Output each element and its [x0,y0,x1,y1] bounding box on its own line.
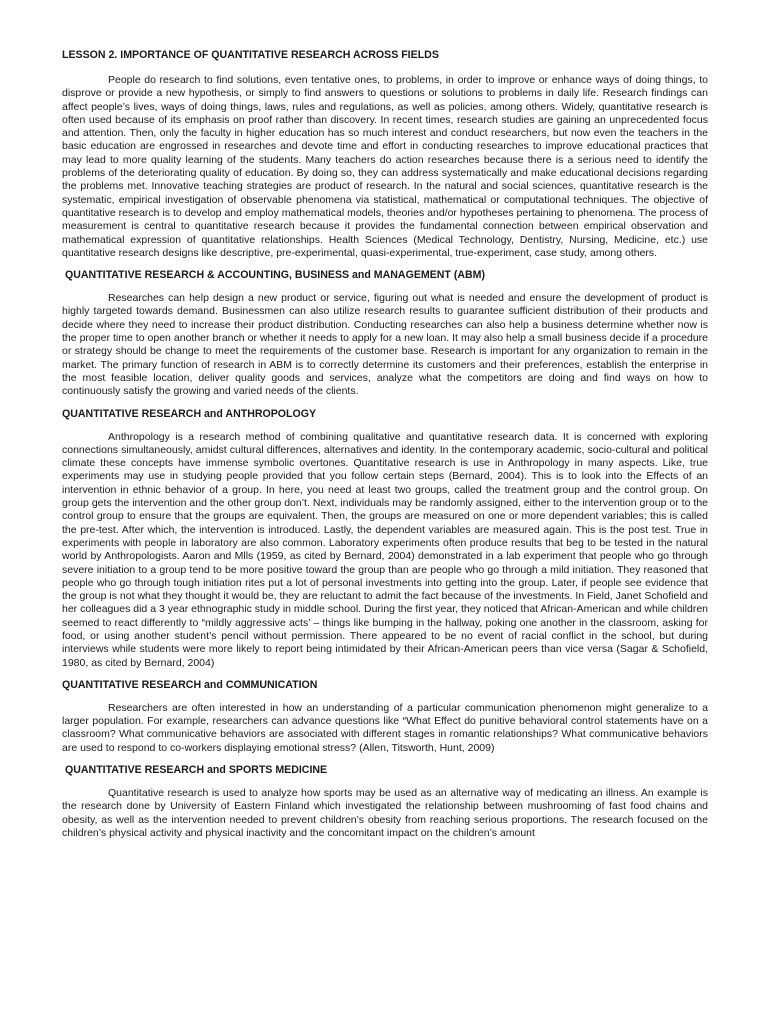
section-body-communication: Researchers are often interested in how an understanding of a particular communication phenomenon might generalize to a larger population. For example, researchers can advance questions like “What Effect do punitive behavioral control statements have on a classroom? What communicative behaviors are associated with different stages in romantic relationships? What communicative behaviors are used to respond to co-workers displaying emotional stress? (Allen, Titsworth, Hunt, 2009) [62,701,708,754]
section-body-sports-medicine: Quantitative research is used to analyze how sports may be used as an alternative way of medicating an illness. An example is the research done by University of Eastern Finland which investigated the relationship between mushrooming of fast food chains and obesity, as well as the intervention needed to prevent children’s obesity from reaching serious proportions. The research focused on the children’s physical activity and physical inactivity and the concomitant impact on the children’s amount [62,787,708,839]
intro-paragraph: People do research to find solutions, even tentative ones, to problems, in order to improve or enhance ways of doing things, to disprove or provide a new hypothesis, or simply to find answers to questions or solutions to problems in daily life. Research findings can affect people’s lives, ways of doing things, laws, rules and regulations, as well as policies, among others. Widely, quantitative research is often used because of its emphasis on proof rather than discovery. In recent times, research studies are gaining an unprecedented focus and attention. Then, only the faculty in higher education has so much interest and conduct researchers, but now even the teachers in the basic education are engrossed in researches and devote time and effort in conducting researches to improve educational practices that may lead to more quality learning of the students. Many teachers do action researches because there is a serious need to identify the problems of the deteriorating quality of education. By doing so, they can address systematically and make educational decisions regarding the problems met. Innovative teaching strategies are product of research. In the natural and social sciences, quantitative research is the systematic, empirical investigation of observable phenomena via statistical, mathematical or computational techniques. The objective of quantitative research is to develop and employ mathematical models, theories and/or hypotheses pertaining to phenomena. The process of measurement is central to quantitative research because it provides the fundamental connection between empirical observation and mathematical expression of quantitative relationships. Health Sciences (Medical Technology, Dentistry, Nursing, Medicine, etc.) use quantitative research designs like descriptive, pre-experimental, quasi-experimental, true-experiment, case study, among others. [62,74,708,259]
section-body-anthropology: Anthropology is a research method of combining qualitative and quantitative research data. It is concerned with exploring connections simultaneously, amidst cultural differences, alternatives and identity. In the contemporary academic, socio-cultural and political climate these concepts have immense symbolic overtones. Quantitative research is use in Anthropology in many aspects. Like, true experiments may use in studying people provided that you follow certain steps (Bernard, 2004). This is to look into the Effects of an intervention in ethnic behavior of a group. In here, you need at least two groups, called the treatment group and the control group. On group gets the intervention and the other group don’t. Next, individuals may be randomly assigned, either to the intervention group or to the control group to ensure that the groups are equivalent. Then, the groups are measured on one or more dependent variables; this is called the pre-test. After which, the intervention is introduced. Lastly, the dependent variables are measured again. This is the post test. True in experiments with people in laboratory are also common. Laboratory experiments often produce results that beg to be tested in the natural world by Anthropologists. Aaron and Mlls (1959, as cited by Bernard, 2004) demonstrated in a lab experiment that people who go through severe initiation to a group tend to be more positive toward the group than are people who go through a mild initiation. They reasoned that people who go through tough initiation rites put a lot of personal investments into getting into the group. Later, if people see evidence that the group is not what they thought it would be, they are reluctant to admit the fact because of the investments. In Field, Janet Schofield and her colleagues did a 3 year ethnographic study in middle school. During the first year, they noticed that African-American and while children seemed to react differently to “mildly aggressive acts’ – things like bumping in the hallway, poking one another in the classroom, asking for food, or using another student’s pencil without permission. There appeared to be no event of racial conflict in the school, but during interviews while students were more likely to report being intimidated by their African-American peers than vice versa (Sagar & Schofield, 1980, as cited by Bernard, 2004) [62,430,708,669]
section-body-abm: Researches can help design a new product or service, figuring out what is needed and ensure the development of product is highly targeted towards demand. Businessmen can also utilize research results to guarantee sufficient distribution of their products and decide where they need to increase their product distribution. Conducting researches can also help a business determine whether now is the proper time to open another branch or whether it needs to apply for a new loan. It may also help a small business decide if a procedure or strategy should be change to meet the requirements of the customer base. Research is important for any organization to remain in the market. The primary function of research in ABM is to correctly determine its customers and their preferences, establish the enterprise in the most feasible location, deliver quality goods and services, analyze what the competitors are doing and find ways on how to continuously satisfy the growing and varied needs of the clients. [62,292,708,398]
section-heading-sports-medicine: QUANTITATIVE RESEARCH and SPORTS MEDICINE [65,764,328,777]
section-heading-communication: QUANTITATIVE RESEARCH and COMMUNICATION [62,678,318,691]
section-heading-anthropology: QUANTITATIVE RESEARCH and ANTHROPOLOGY [62,407,317,420]
section-heading-abm: QUANTITATIVE RESEARCH & ACCOUNTING, BUSINESS and MANAGEMENT (ABM) [65,269,486,282]
lesson-title: LESSON 2. IMPORTANCE OF QUANTITATIVE RESEARCH ACROSS FIELDS [62,49,439,61]
